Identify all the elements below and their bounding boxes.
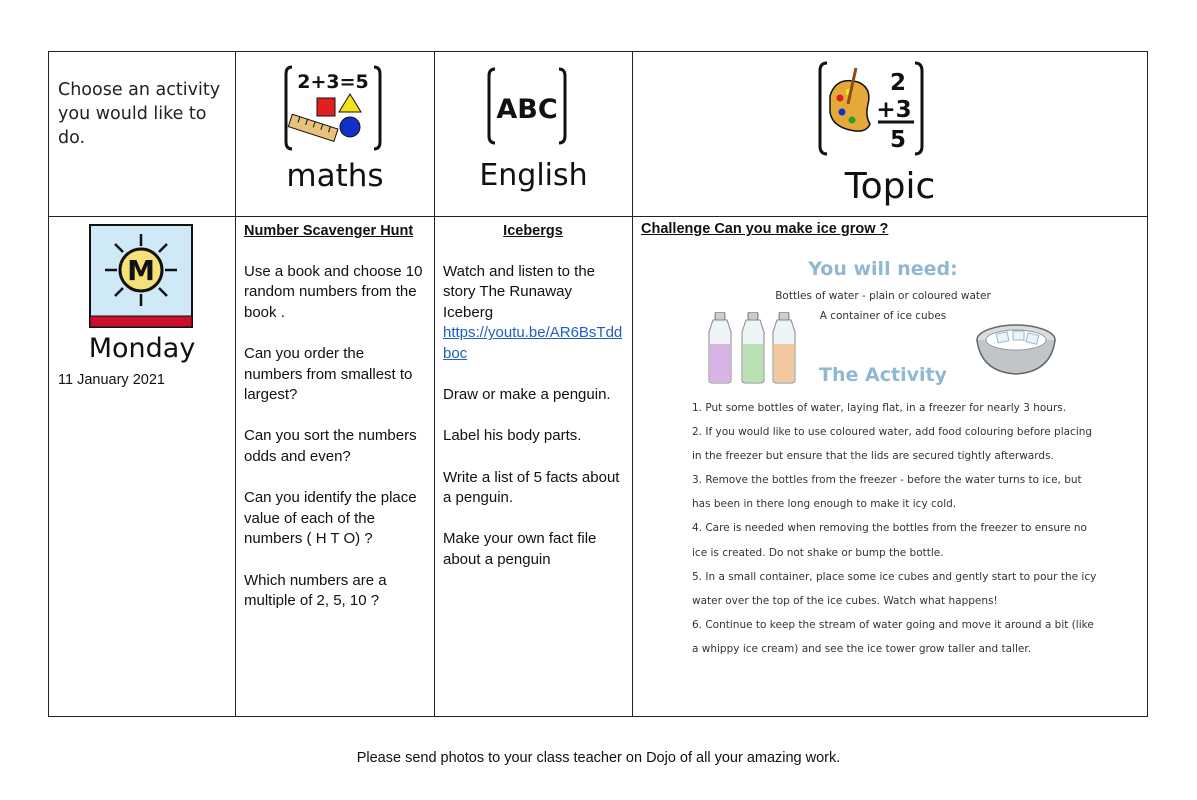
topic-symbol-icon — [818, 60, 924, 158]
step-line: has been in there long enough to make it icy cold. — [692, 498, 957, 511]
palette-icon — [830, 68, 870, 131]
topic-header[interactable] — [633, 52, 1148, 217]
english-activity-cell — [435, 217, 633, 717]
activity-heading: The Activity — [819, 364, 947, 386]
day-letter: M — [127, 254, 155, 287]
maths-para: Which numbers are a multiple of 2, 5, 10 ? — [244, 571, 387, 610]
day-cell — [49, 217, 236, 717]
maths-para: Can you order the numbers from smallest to largest? — [244, 344, 413, 404]
intro-cell — [49, 52, 236, 217]
step-line: 6. Continue to keep the stream of water going and move it around a bit (like — [692, 618, 1094, 631]
step-line: 1. Put some bottles of water, laying flat, in a freezer for nearly 3 hours. — [692, 402, 1067, 414]
maths-symbol-icon — [284, 64, 382, 152]
step-line: 3. Remove the bottles from the freezer - before the water turns to ice, but — [692, 474, 1082, 487]
abc-text: ABC — [496, 94, 558, 125]
english-activity-title: Icebergs — [503, 223, 563, 239]
english-header[interactable] — [435, 52, 633, 217]
youtube-link[interactable]: https://youtu.be/AR6BsTddboc — [443, 324, 623, 362]
english-para: Draw or make a penguin. — [443, 386, 611, 404]
intro-text: Choose an activity you would like to do. — [58, 80, 221, 148]
topic-label: Topic — [844, 166, 936, 207]
need-item: A container of ice cubes — [819, 310, 947, 322]
activity-sheet — [685, 250, 1097, 716]
svg-text:2: 2 — [889, 70, 907, 96]
step-line: water over the top of the ice cubes. Watch what happens! — [692, 594, 998, 607]
sun-day-icon — [89, 224, 193, 328]
step-line: ice is created. Do not shake or bump the bottle. — [692, 546, 944, 559]
day-date: 11 January 2021 — [58, 372, 165, 388]
svg-text:+3: +3 — [876, 97, 912, 123]
english-para: Make your own fact file about a penguin — [443, 530, 597, 568]
maths-equation: 2+3=5 — [297, 71, 369, 93]
english-label: English — [479, 158, 588, 193]
step-line: in the freezer but ensure that the lids are secured tightly afterwards. — [692, 450, 1054, 463]
maths-para: Can you identify the place value of each of the numbers ( H T O) ? — [244, 489, 417, 548]
maths-para: Can you sort the numbers odds and even? — [244, 427, 417, 465]
maths-label: maths — [286, 158, 384, 194]
maths-activity-title: Number Scavenger Hunt — [244, 223, 414, 239]
step-line: a whippy ice cream) and see the ice tower grow taller and taller. — [692, 642, 1032, 655]
you-will-need-heading: You will need: — [808, 258, 958, 280]
maths-para: Use a book and choose 10 random numbers from the book . — [244, 262, 423, 321]
step-line: 2. If you would like to use coloured water, add food colouring before placing — [692, 426, 1093, 439]
maths-activity-cell — [236, 217, 435, 717]
english-intro: Watch and listen to the story The Runaway Iceberg — [443, 262, 596, 321]
footer-note: Please send photos to your class teacher on Dojo of all your amazing work. — [356, 750, 841, 766]
english-symbol-icon — [487, 66, 567, 146]
maths-header[interactable] — [236, 52, 435, 217]
step-line: 5. In a small container, place some ice cubes and gently start to pour the icy — [692, 570, 1097, 583]
day-name: Monday — [88, 333, 196, 364]
challenge-title: Challenge Can you make ice grow ? — [641, 221, 889, 237]
activity-steps — [692, 396, 1097, 661]
english-para: Label his body parts. — [443, 427, 582, 445]
need-item: Bottles of water - plain or coloured water — [775, 290, 991, 302]
svg-text:5: 5 — [889, 127, 907, 153]
step-line: 4. Care is needed when removing the bottles from the freezer to ensure no — [692, 522, 1087, 535]
english-para: Write a list of 5 facts about a penguin. — [443, 468, 620, 507]
